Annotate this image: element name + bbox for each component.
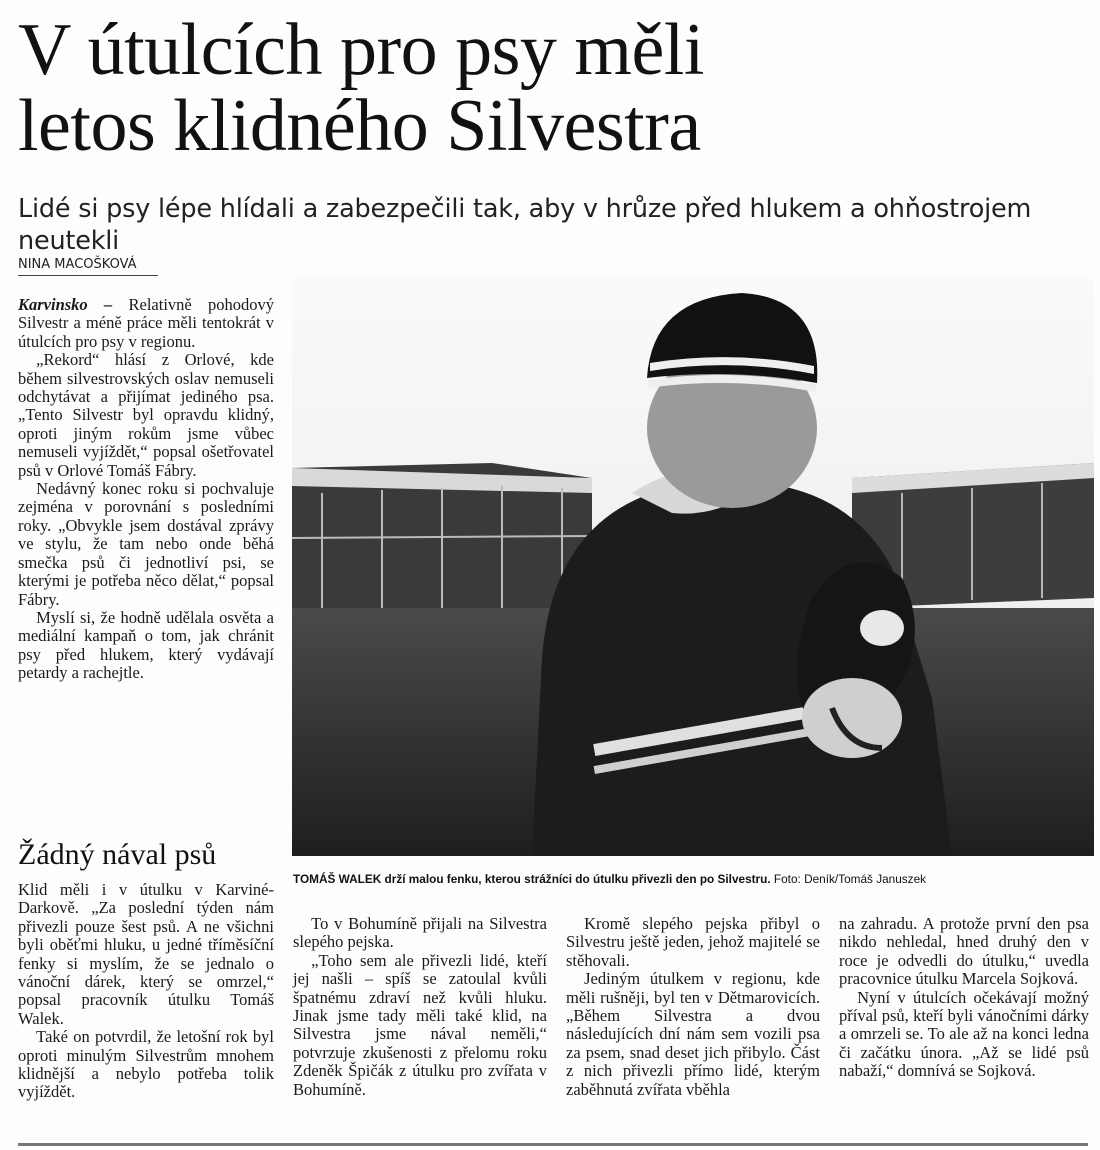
- paragraph: Myslí si, že hodně udělala osvěta a mediální kampaň o tom, jak chránit psy před hlukem, který vydávají petardy a rachejtle.: [18, 607, 274, 683]
- paragraph: Také on potvrdil, že letošní rok byl oproti minulým Silvestrům mnohem klidnější a nebylo potřeba tolik vyjíždět.: [18, 1027, 274, 1102]
- article-column-1b: [18, 881, 274, 1102]
- dateline: Karvinsko –: [18, 295, 113, 314]
- paragraph: Kromě slepého pejska přibyl o Silvestru ještě jeden, jehož majitelé se stěhovali.: [566, 914, 820, 970]
- paragraph: To v Bohumíně přijali na Silvestra slepého pejska.: [293, 914, 547, 952]
- subheadline: Lidé si psy lépe hlídali a zabezpečili tak, aby v hrůze před hlukem a ohňostrojem neutekli: [18, 194, 1032, 256]
- paragraph: Nyní v útulcích očekávají možný příval psů, kteří byli vánočními dárky a omrzeli se. To ale až na konci ledna či začátku února. „Až se lidé psů nabaží,“ domnívá se Sojková.: [839, 987, 1089, 1081]
- paragraph: Klid měli i v útulku v Karviné-Darkově. „Za poslední týden nám přivezli pouze šest psů. A ne všichni byli oběťmi hluku, u jedné tříměsíční fenky si myslím, že se jednalo o vánoční dárek, který se omrzel,“ popsal pracovník útulku Tomáš Walek.: [18, 880, 274, 1028]
- paragraph: „Rekord“ hlásí z Orlové, kde během silvestrovských oslav nemuseli odchytávat a přijímat jediného psa. „Tento Silvestr byl opravdu klidný, oproti jiným rokům jsme vůbec nemuseli vyjíždět,“ popsal ošetřovatel psů v Orlové Tomáš Fábry.: [18, 350, 274, 480]
- headline: [18, 9, 1018, 167]
- paragraph: na zahradu. A protože první den psa nikdo nehledal, hned druhý den v roce je odvedli do útulku,“ uvedla pracovnice útulku Marcela Sojková.: [839, 914, 1089, 989]
- section-subheading: Žádný nával psů: [18, 838, 217, 871]
- article-column-2: [293, 915, 547, 1099]
- headline-line-2: letos klidného Silvestra: [18, 85, 701, 167]
- article-photo: [292, 278, 1094, 856]
- article-column-4: [839, 915, 1089, 1081]
- paragraph: „Toho sem ale přivezli lidé, kteří jej našli – spíš se zatoulal kvůli špatnému zdraví než kvůli hluku. Jinak jsme tady měli také klid, na Silvestra jsme nával neměli,“ potvrzuje zkušenosti z přelomu roku Zdeněk Špičák z útulku pro zvířata v Bohumíně.: [293, 950, 547, 1099]
- article-column-3: [566, 915, 820, 1099]
- paragraph: Nedávný konec roku si pochvaluje zejména v porovnání s posledními roky. „Obvykle jsem dostával zprávy ve stylu, že tam nebo onde běhá smečka psů či jednotliví psi, se kterými je potřeba něco dělat,“ popsal Fábry.: [18, 479, 274, 609]
- bottom-rule: [18, 1143, 1088, 1146]
- caption-text: drží malou fenku, kterou strážníci do útulku přivezli den po Silvestru.: [381, 872, 771, 886]
- photo-credit: Foto: Deník/Tomáš Januszek: [770, 872, 927, 886]
- photo-caption: [293, 872, 1093, 887]
- article-column-1: [18, 296, 274, 683]
- headline-line-1: V útulcích pro psy měli: [18, 9, 704, 91]
- paragraph-text: Relativně pohodový Silvestr a méně práce měli tentokrát v útulcích pro psy v regionu.: [18, 295, 275, 351]
- byline: NINA MACOŠKOVÁ: [18, 257, 158, 276]
- paragraph: Jediným útulkem v regionu, kde měli rušněji, byl ten v Dětmarovicích. „Během Silvestra a dvou následujících dní nám sem vozili psa za psem, snad deset jich přibylo. Část z nich přivezli přímo lidé, kterým zaběhnutá zvířata vběhla: [566, 969, 820, 1099]
- caption-name: TOMÁŠ WALEK: [293, 872, 382, 886]
- photo-illustration: [292, 278, 1094, 856]
- paragraph: [18, 296, 274, 351]
